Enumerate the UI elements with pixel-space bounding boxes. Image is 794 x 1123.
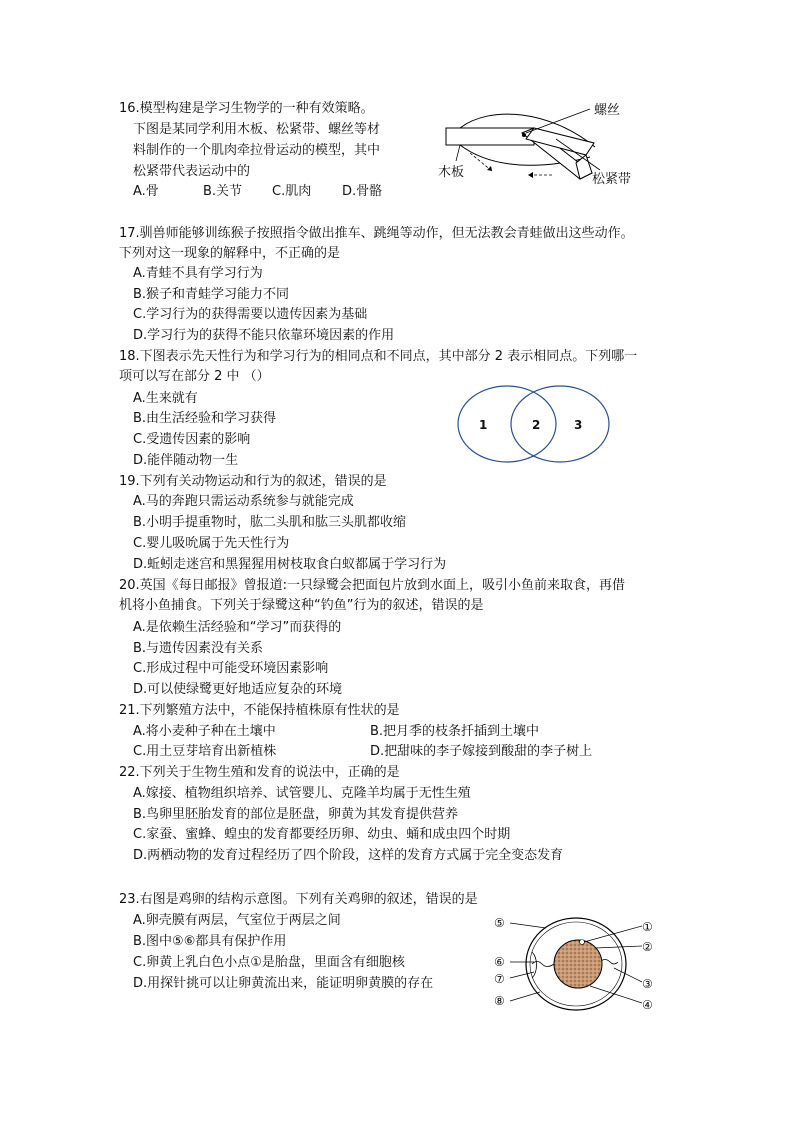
egg-label-3: ③ <box>642 977 653 991</box>
q22-stem: 22.下列关于生物生殖和发育的说法中，正确的是 <box>119 765 400 780</box>
q21-option-b: B.把月季的枝条扦插到土壤中 <box>370 724 540 739</box>
q17-option-d: D.学习行为的获得不能只依靠环境因素的作用 <box>133 328 395 343</box>
venn-label-2: 2 <box>532 418 541 432</box>
q19-stem: 19.下列有关动物运动和行为的叙述，错误的是 <box>119 474 387 489</box>
q20-option-d: D.可以使绿鹭更好地适应复杂的环境 <box>133 682 343 697</box>
q20-stem-line1: 20.英国《每日邮报》曾报道:一只绿鹭会把面包片放到水面上，吸引小鱼前来取食，再借 <box>119 578 626 593</box>
q20-option-b: B.与遗传因素没有关系 <box>133 641 264 656</box>
q23-option-d: D.用探针挑可以让卵黄流出来，能证明卵黄膜的存在 <box>133 976 434 991</box>
q20-option-a: A.是依赖生活经验和“学习”而获得的 <box>133 620 342 635</box>
egg-label-6: ⑥ <box>494 955 505 969</box>
egg-label-2: ② <box>642 940 653 954</box>
q23-stem: 23.右图是鸡卵的结构示意图。下列有关鸡卵的叙述，错误的是 <box>119 892 478 907</box>
q21-stem: 21.下列繁殖方法中，不能保持植株原有性状的是 <box>119 703 400 718</box>
q23-option-c: C.卵黄上乳白色小点①是胎盘，里面含有细胞核 <box>133 955 405 970</box>
q23-option-a: A.卵壳膜有两层，气室位于两层之间 <box>133 913 341 928</box>
egg-structure-figure <box>490 912 662 1018</box>
q22-option-a: A.嫁接、植物组织培养、试管婴儿、克隆羊均属于无性生殖 <box>133 786 471 801</box>
q17-option-b: B.猴子和青蛙学习能力不同 <box>133 287 290 302</box>
q18-option-a: A.生来就有 <box>133 391 198 406</box>
q21-option-d: D.把甜味的李子嫁接到酸甜的李子树上 <box>370 744 593 759</box>
q20-stem-line2: 机将小鱼捕食。下列关于绿鹭这种“钓鱼”行为的叙述，错误的是 <box>119 598 484 613</box>
q16-option-d: D.骨骼 <box>342 184 383 199</box>
q21-option-a: A.将小麦种子种在土壤中 <box>133 724 276 739</box>
yolk <box>554 940 602 988</box>
q16-stem-line1: 16.模型构建是学习生物学的一种有效策略。 <box>119 101 374 116</box>
q23-option-b: B.图中⑤⑥都具有保护作用 <box>133 934 287 949</box>
q18-option-c: C.受遗传因素的影响 <box>133 432 251 447</box>
label-board: 木板 <box>438 165 465 180</box>
egg-label-7: ⑦ <box>494 972 505 986</box>
q22-option-b: B.鸟卵里胚胎发育的部位是胚盘，卵黄为其发育提供营养 <box>133 807 459 822</box>
q19-option-d: D.蚯蚓走迷宫和黑猩猩用树枝取食白蚁都属于学习行为 <box>133 557 447 572</box>
q16-stem-line2: 下图是某同学利用木板、松紧带、螺丝等材 <box>133 122 381 137</box>
venn-circle-learned <box>511 386 609 462</box>
q17-stem-line1: 17.驯兽师能够训练猴子按照指令做出推车、跳绳等动作，但无法教会青蛙做出这些动作。 <box>119 226 634 241</box>
q19-option-c: C.婴儿吸吮属于先天性行为 <box>133 536 290 551</box>
egg-label-1: ① <box>642 920 653 934</box>
q22-option-c: C.家蚕、蜜蜂、蝗虫的发育都要经历卵、幼虫、蛹和成虫四个时期 <box>133 827 511 842</box>
q19-option-b: B.小明手提重物时，肱二头肌和肱三头肌都收缩 <box>133 515 407 530</box>
q21-option-c: C.用土豆芽培育出新植株 <box>133 744 277 759</box>
q16-option-b: B.关节 <box>203 184 243 199</box>
q22-option-d: D.两栖动物的发育过程经历了四个阶段，这样的发育方式属于完全变态发育 <box>133 848 564 863</box>
q17-option-c: C.学习行为的获得需要以遗传因素为基础 <box>133 307 368 322</box>
label-screw: 螺丝 <box>594 103 621 118</box>
board-left <box>446 128 534 145</box>
q19-option-a: A.马的奔跑只需运动系统参与就能完成 <box>133 494 354 509</box>
q16-stem-line3: 料制作的一个肌肉牵拉骨运动的模型，其中 <box>133 143 381 158</box>
q16-option-c: C.肌肉 <box>272 184 312 199</box>
q16-stem-line4: 松紧带代表运动中的 <box>133 164 251 179</box>
q18-stem-line2: 项可以写在部分 2 中 （） <box>119 369 270 384</box>
venn-circle-innate <box>458 386 556 462</box>
muscle-model-figure <box>430 95 670 200</box>
venn-label-1: 1 <box>479 418 488 432</box>
egg-label-5: ⑤ <box>494 916 505 930</box>
q17-option-a: A.青蛙不具有学习行为 <box>133 266 263 281</box>
label-elastic-band: 松紧带 <box>592 172 632 187</box>
q20-option-c: C.形成过程中可能受环境因素影响 <box>133 661 329 676</box>
egg-label-4: ④ <box>642 998 653 1012</box>
q18-option-d: D.能伴随动物一生 <box>133 453 239 468</box>
q16-option-a: A.骨 <box>133 184 159 199</box>
q18-option-b: B.由生活经验和学习获得 <box>133 411 277 426</box>
egg-label-8: ⑧ <box>494 994 505 1008</box>
q17-stem-line2: 下列对这一现象的解释中，不正确的是 <box>119 246 341 261</box>
screw-dot <box>522 133 526 137</box>
germinal-disc <box>580 940 585 945</box>
venn-label-3: 3 <box>574 418 583 432</box>
q18-stem-line1: 18.下图表示先天性行为和学习行为的相同点和不同点，其中部分 2 表示相同点。下列哪一 <box>119 349 638 364</box>
